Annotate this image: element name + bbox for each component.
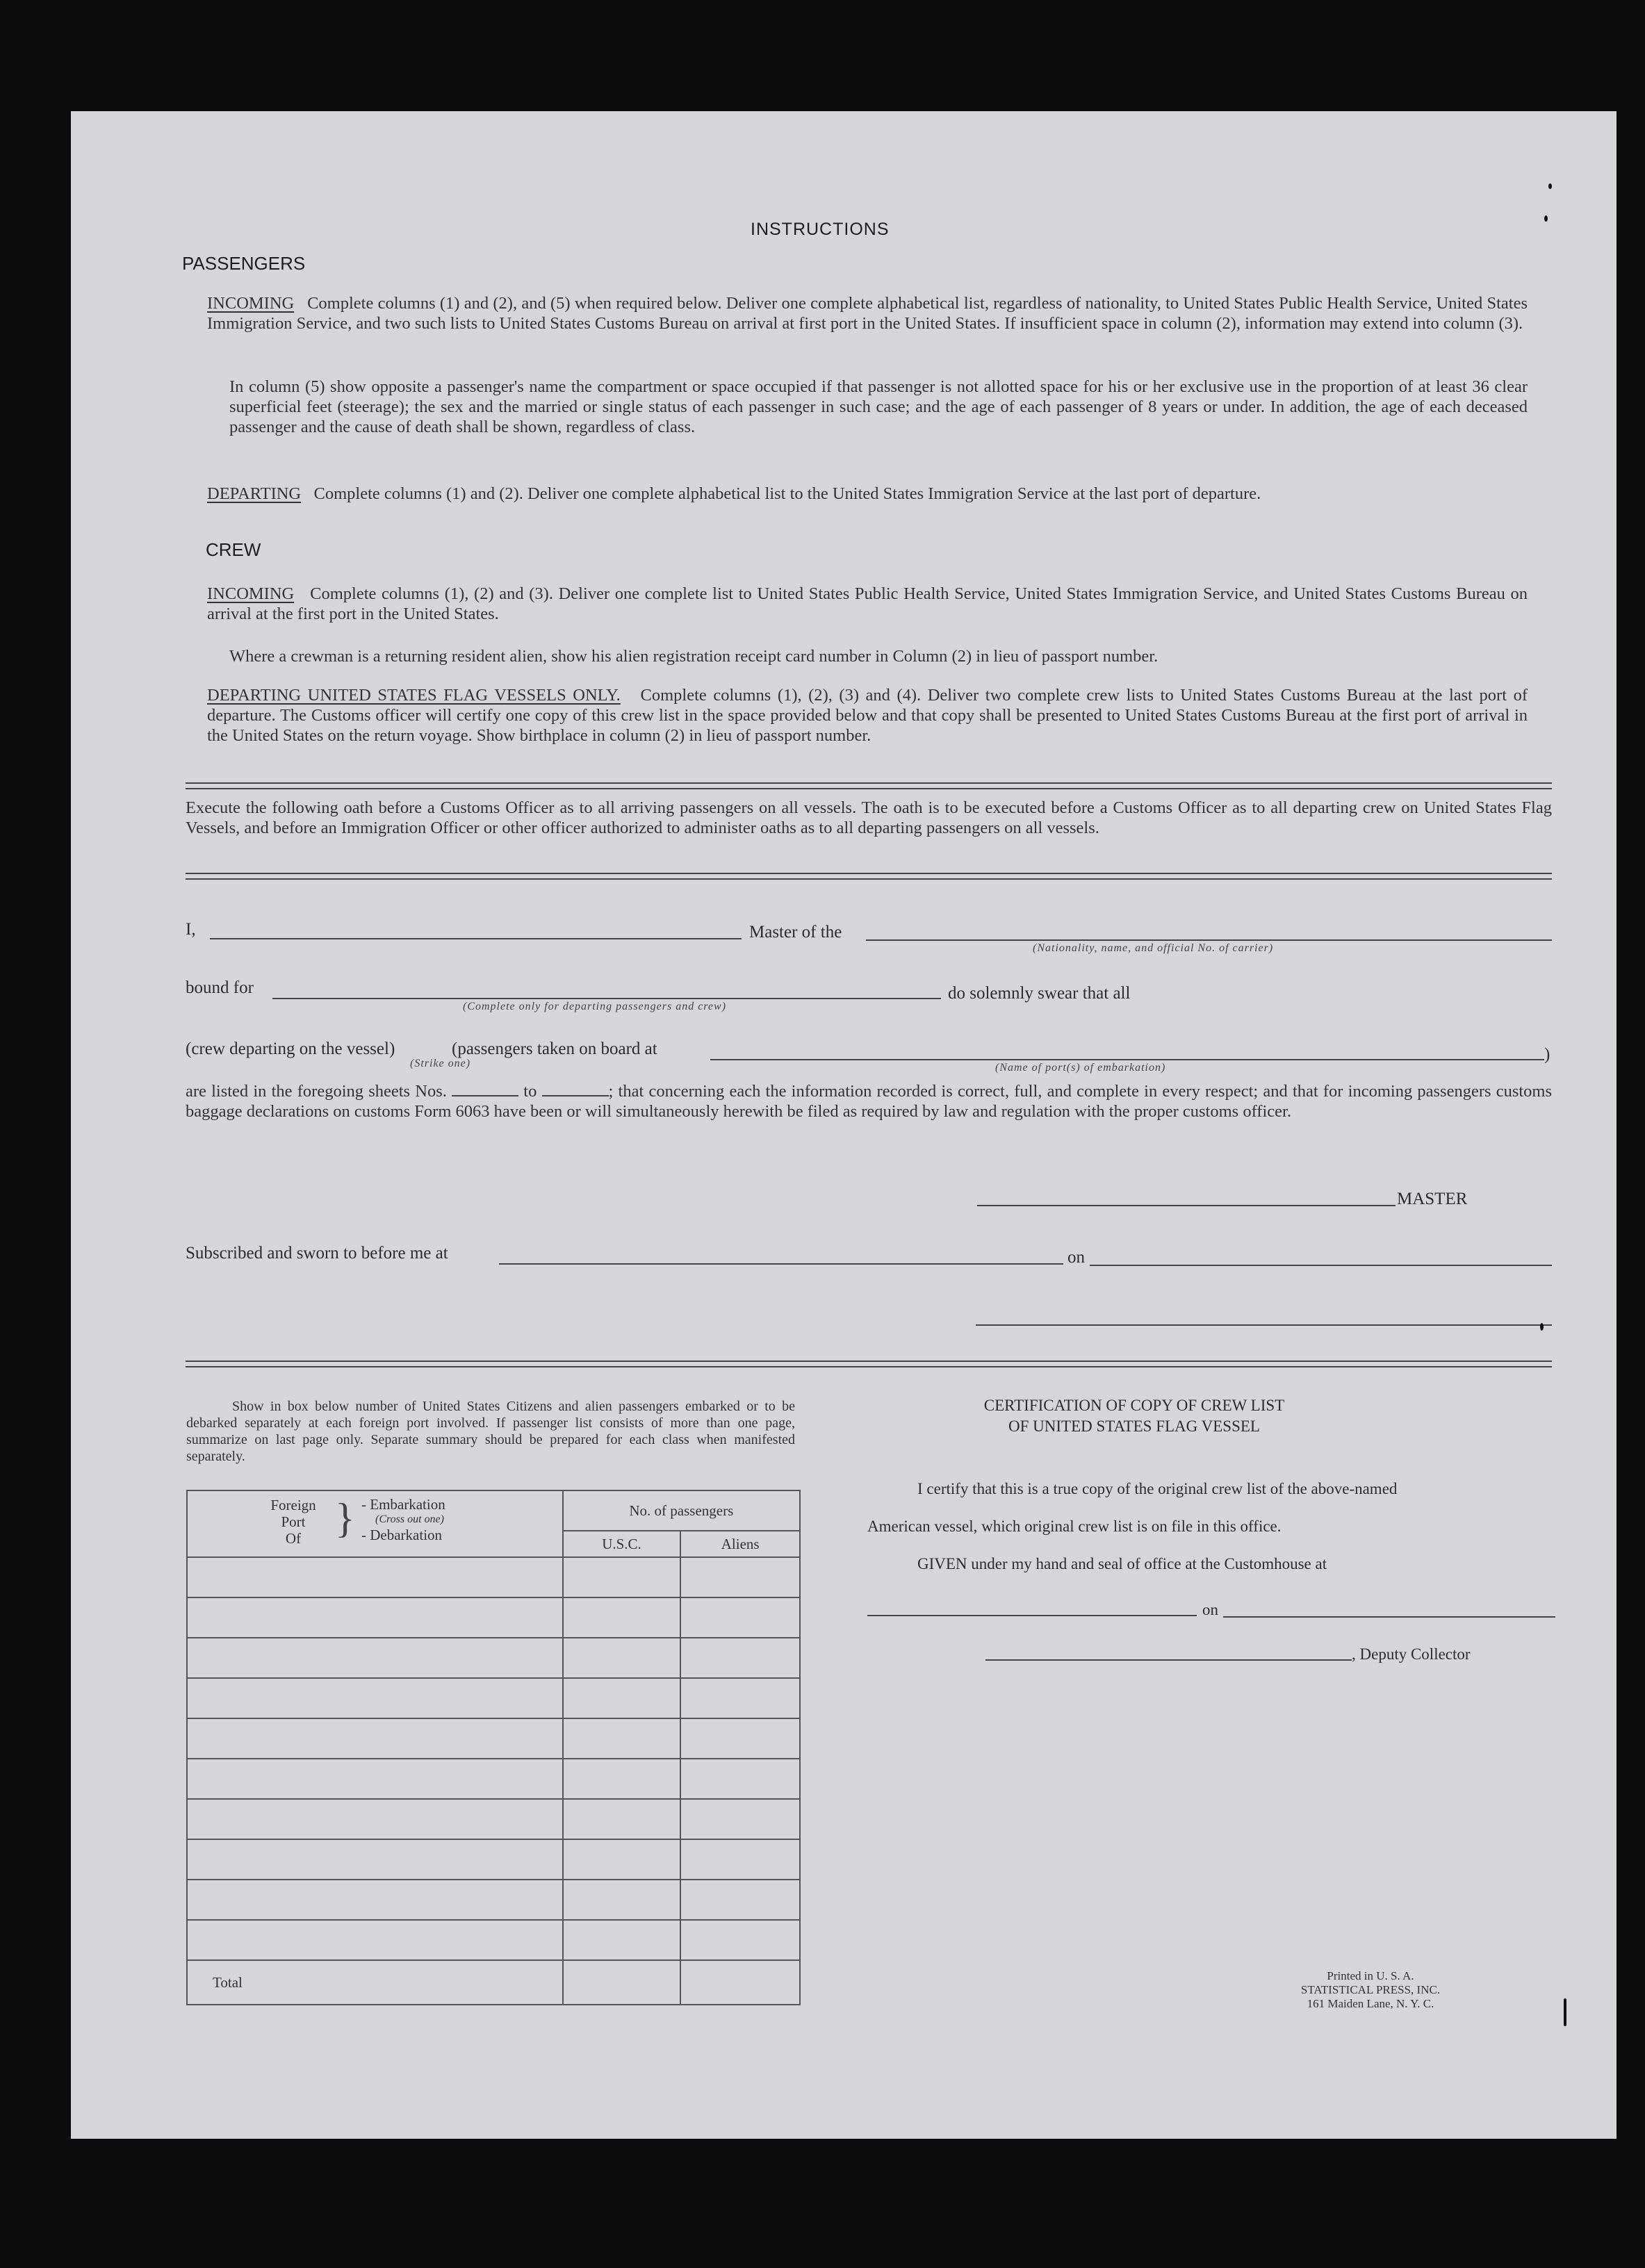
crewman-paragraph: Where a crewman is a returning resident alien, show his alien registration receipt card number in Column (2) in lieu of passport number.	[229, 647, 1159, 666]
table-row	[187, 1799, 800, 1839]
table-row	[187, 1678, 800, 1718]
strike-one-hint: (Strike one)	[410, 1058, 471, 1069]
double-rule-top-2	[186, 788, 1552, 789]
usc-cell[interactable]	[563, 1638, 681, 1678]
port-cell[interactable]	[187, 1920, 563, 1960]
brace-icon: }	[335, 1495, 355, 1541]
customhouse-field[interactable]	[867, 1615, 1197, 1616]
carrier-field[interactable]	[866, 939, 1552, 941]
table-row	[187, 1759, 800, 1799]
deputy-signature-field[interactable]	[985, 1659, 1352, 1661]
port-cell[interactable]	[187, 1678, 563, 1718]
sworn-location-field[interactable]	[499, 1263, 1063, 1265]
aliens-cell[interactable]	[680, 1759, 800, 1799]
scan-speck	[1544, 215, 1548, 222]
crew-incoming-label: INCOMING	[207, 584, 295, 603]
double-rule-mid-1	[186, 873, 1552, 874]
passengers-taken-option: (passengers taken on board at	[452, 1040, 657, 1058]
passenger-summary-table	[186, 1490, 801, 2005]
certify-line1: I certify that this is a true copy of the original crew list of the above-named	[917, 1480, 1398, 1497]
table-row	[187, 1638, 800, 1678]
double-rule-mid-2	[186, 878, 1552, 880]
scan-speck	[1540, 1323, 1544, 1331]
table-row	[187, 1920, 800, 1960]
port-header-cell	[187, 1490, 563, 1557]
usc-cell[interactable]	[563, 1597, 681, 1638]
crew-incoming-text: Complete columns (1), (2) and (3). Deliver one complete list to United States Public Health Service, United States Immigration Service, and United States Customs Bureau on arrival at the first port in the United States.	[207, 584, 1528, 623]
aliens-cell[interactable]	[680, 1638, 800, 1678]
certification-title	[877, 1395, 1391, 1437]
usc-cell[interactable]	[563, 1718, 681, 1759]
port-cell[interactable]	[187, 1718, 563, 1759]
carrier-hint: (Nationality, name, and official No. of carrier)	[1033, 942, 1274, 954]
sheets-prefix: are listed in the foregoing sheets Nos.	[186, 1082, 447, 1101]
sheets-rest: ; that concerning each the information recorded is correct, full, and complete in every respect; and that for incoming passengers customs baggage declarations on customs Form 6063 have been or will simultaneously herewith be filed as required by law and regulation with the proper customs officer.	[186, 1082, 1553, 1121]
printer-line1: Printed in U. S. A.	[1327, 1969, 1414, 1982]
port-cell[interactable]	[187, 1880, 563, 1920]
foreign-label: Foreign	[270, 1497, 316, 1513]
double-rule-bottom-2	[186, 1366, 1552, 1367]
usc-cell[interactable]	[563, 1799, 681, 1839]
sheets-paragraph	[186, 1081, 1552, 1121]
passengers-incoming-label: INCOMING	[207, 294, 295, 313]
column5-paragraph: In column (5) show opposite a passenger's name the compartment or space occupied if that passenger is not allotted space for his or her exclusive use in the proportion of at least 36 clear superficial feet (steerage); the sex and the married or single status of each passenger in such case; and the age of each passenger of 8 years or under. In addition, the age of each deceased passenger and the cause of death shall be shown, regardless of class.	[229, 377, 1528, 436]
instructions-title: INSTRUCTIONS	[751, 220, 890, 239]
printer-line2: STATISTICAL PRESS, INC.	[1300, 1983, 1441, 1996]
aliens-cell[interactable]	[680, 1718, 800, 1759]
usc-header: U.S.C.	[563, 1531, 681, 1557]
crew-departing-option: (crew departing on the vessel)	[186, 1040, 395, 1058]
double-rule-bottom-1	[186, 1361, 1552, 1362]
table-row	[187, 1880, 800, 1920]
certification-title-line2: OF UNITED STATES FLAG VESSEL	[1008, 1418, 1260, 1435]
port-cell[interactable]	[187, 1597, 563, 1638]
bound-for-hint: (Complete only for departing passengers and crew)	[463, 1001, 727, 1012]
aliens-total-cell[interactable]	[680, 1960, 800, 2005]
master-name-field[interactable]	[210, 938, 742, 939]
embarkation-ports-field[interactable]	[710, 1059, 1544, 1060]
flag-vessels-label: DEPARTING UNITED STATES FLAG VESSELS ONLY.	[207, 686, 621, 705]
sheets-to-field[interactable]	[542, 1081, 609, 1096]
close-paren: )	[1544, 1045, 1550, 1064]
crew-incoming-paragraph	[207, 584, 1528, 624]
sheets-from-field[interactable]	[452, 1081, 518, 1096]
port-cell[interactable]	[187, 1759, 563, 1799]
swear-text: do solemnly swear that all	[948, 984, 1131, 1003]
table-row	[187, 1839, 800, 1880]
summary-note: Show in box below number of United States Citizens and alien passengers embarked or to be debarked separately at each foreign port involved. If passenger list consists of more than one page, summarize on last page only. Separate summary should be prepared for each class when manifested separately.	[186, 1399, 795, 1464]
debarkation-option: - Debarkation	[361, 1527, 443, 1543]
aliens-header: Aliens	[680, 1531, 800, 1557]
aliens-cell[interactable]	[680, 1557, 800, 1597]
bound-for-label: bound for	[186, 978, 254, 997]
ports-hint: (Name of port(s) of embarkation)	[995, 1062, 1166, 1074]
master-signature-field[interactable]	[977, 1205, 1396, 1206]
sheets-to-label: to	[523, 1082, 537, 1101]
subscribed-label: Subscribed and sworn to before me at	[186, 1244, 448, 1263]
aliens-cell[interactable]	[680, 1597, 800, 1638]
crew-heading: CREW	[206, 539, 261, 560]
port-cell[interactable]	[187, 1839, 563, 1880]
usc-cell[interactable]	[563, 1759, 681, 1799]
certification-title-line1: CERTIFICATION OF COPY OF CREW LIST	[983, 1397, 1285, 1414]
certify-line2: American vessel, which original crew list is on file in this office.	[867, 1518, 1282, 1535]
usc-cell[interactable]	[563, 1880, 681, 1920]
master-of-the-label: Master of the	[749, 923, 842, 942]
deputy-collector-label: , Deputy Collector	[1352, 1645, 1471, 1663]
passengers-heading: PASSENGERS	[182, 253, 306, 274]
form-sheet	[71, 111, 1617, 2139]
officer-signature-field[interactable]	[976, 1324, 1552, 1326]
given-on-label: on	[1202, 1601, 1218, 1618]
given-line: GIVEN under my hand and seal of office at the Customhouse at	[917, 1555, 1327, 1572]
printer-imprint	[1266, 1969, 1475, 2011]
passengers-departing-text: Complete columns (1) and (2). Deliver one complete alphabetical list to the United States Immigration Service at the last port of departure.	[313, 484, 1261, 503]
table-row	[187, 1557, 800, 1597]
total-label: Total	[187, 1960, 563, 2005]
aliens-cell[interactable]	[680, 1678, 800, 1718]
printer-line3: 161 Maiden Lane, N. Y. C.	[1307, 1997, 1434, 2010]
no-passengers-header: No. of passengers	[563, 1490, 800, 1531]
bound-for-field[interactable]	[272, 998, 941, 999]
embarkation-option: - Embarkation	[361, 1496, 445, 1513]
oath-i-label: I,	[186, 920, 196, 939]
sworn-on-label: on	[1067, 1248, 1085, 1267]
master-signature-label: MASTER	[1397, 1190, 1468, 1208]
table-row	[187, 1718, 800, 1759]
passengers-incoming-paragraph	[207, 293, 1528, 334]
total-row	[187, 1960, 800, 2005]
double-rule-top-1	[186, 782, 1552, 784]
port-cell[interactable]	[187, 1638, 563, 1678]
oath-intro: Execute the following oath before a Customs Officer as to all arriving passengers on all vessels. The oath is to be executed before a Customs Officer as to all departing crew on United States Flag Vessels, and before an Immigration Officer or other officer authorized to administer oaths as to all departing passengers on all vessels.	[186, 798, 1552, 837]
passengers-departing-paragraph	[207, 484, 1528, 504]
of-label: Of	[285, 1530, 302, 1547]
usc-cell[interactable]	[563, 1557, 681, 1597]
usc-cell[interactable]	[563, 1839, 681, 1880]
sworn-date-field[interactable]	[1090, 1265, 1552, 1266]
aliens-cell[interactable]	[680, 1839, 800, 1880]
given-date-field[interactable]	[1223, 1616, 1555, 1618]
usc-total-cell[interactable]	[563, 1960, 681, 2005]
aliens-cell[interactable]	[680, 1880, 800, 1920]
scan-speck	[1564, 1998, 1566, 2026]
port-cell[interactable]	[187, 1799, 563, 1839]
usc-cell[interactable]	[563, 1920, 681, 1960]
passengers-incoming-text: Complete columns (1) and (2), and (5) when required below. Deliver one complete alphabetical list, regardless of nationality, to United States Public Health Service, United States Immigration Service, and two such lists to United States Customs Bureau on arrival at first port in the United States. If insufficient space in column (2), information may extend into column (3).	[207, 294, 1528, 333]
table-row	[187, 1597, 800, 1638]
usc-cell[interactable]	[563, 1678, 681, 1718]
passengers-departing-label: DEPARTING	[207, 484, 302, 503]
aliens-cell[interactable]	[680, 1920, 800, 1960]
port-label: Port	[281, 1513, 306, 1530]
cross-out-hint: (Cross out one)	[375, 1513, 444, 1525]
scan-speck	[1548, 183, 1552, 189]
flag-vessels-paragraph	[207, 685, 1528, 746]
port-cell[interactable]	[187, 1557, 563, 1597]
flag-vessels-text: Complete columns (1), (2), (3) and (4). Deliver two complete crew lists to United States Customs Bureau at the last port of departure. The Customs officer will certify one copy of this crew list in the space provided below and that copy shall be presented to United States Customs Bureau at the first port of arrival in the United States on the return voyage. Show birthplace in column (2) in lieu of passport number.	[207, 686, 1528, 745]
aliens-cell[interactable]	[680, 1799, 800, 1839]
